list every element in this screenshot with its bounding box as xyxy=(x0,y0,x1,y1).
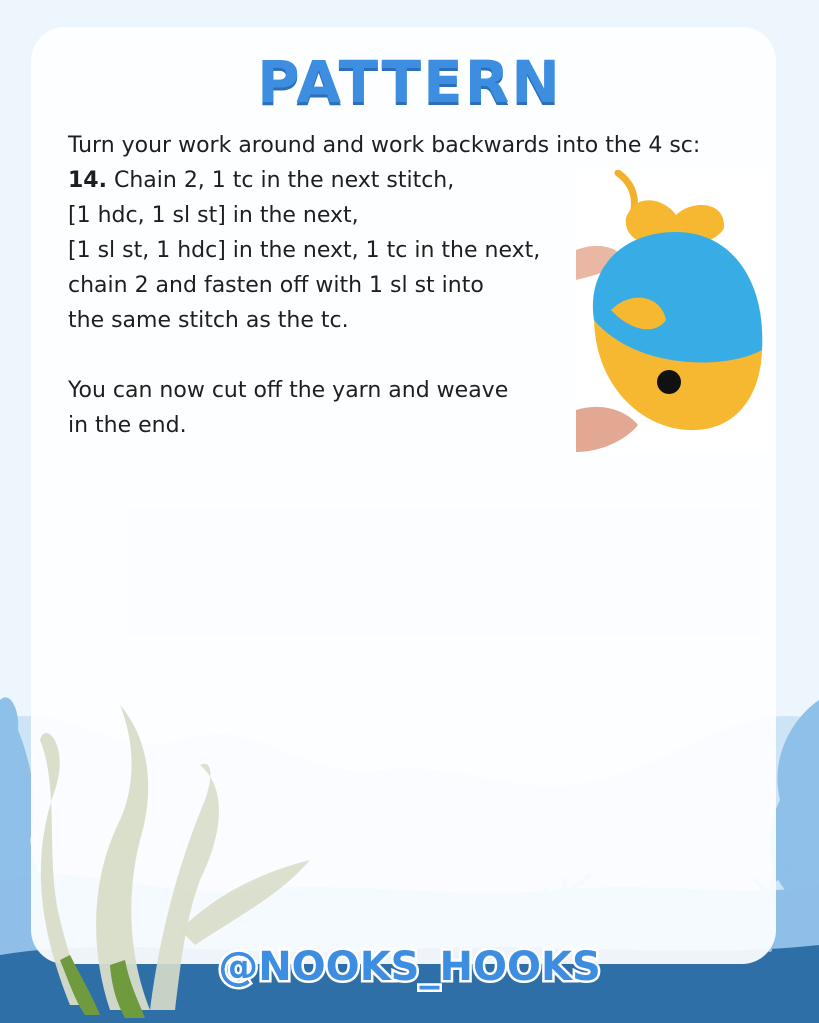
step-line-3: [1 sl st, 1 hdc] in the next, 1 tc in the next, xyxy=(68,238,541,263)
step-line-5: the same stitch as the tc. xyxy=(68,308,349,333)
page-title: PATTERN xyxy=(257,48,562,116)
step-line-1: 14. Chain 2, 1 tc in the next stitch, xyxy=(68,168,455,193)
step-line-2: [1 hdc, 1 sl st] in the next, xyxy=(68,203,359,228)
fish-eye xyxy=(657,370,681,394)
closing-line-1: You can now cut off the yarn and weave xyxy=(68,378,509,403)
step-line-4: chain 2 and fasten off with 1 sl st into xyxy=(68,273,484,298)
crochet-fish-photo xyxy=(576,170,768,452)
intro-line: Turn your work around and work backwards into the 4 sc: xyxy=(68,133,701,158)
footer-handle: @NOOKS_HOOKS xyxy=(218,944,601,990)
step-number: 14. xyxy=(68,168,107,193)
closing-line-2: in the end. xyxy=(68,413,187,438)
